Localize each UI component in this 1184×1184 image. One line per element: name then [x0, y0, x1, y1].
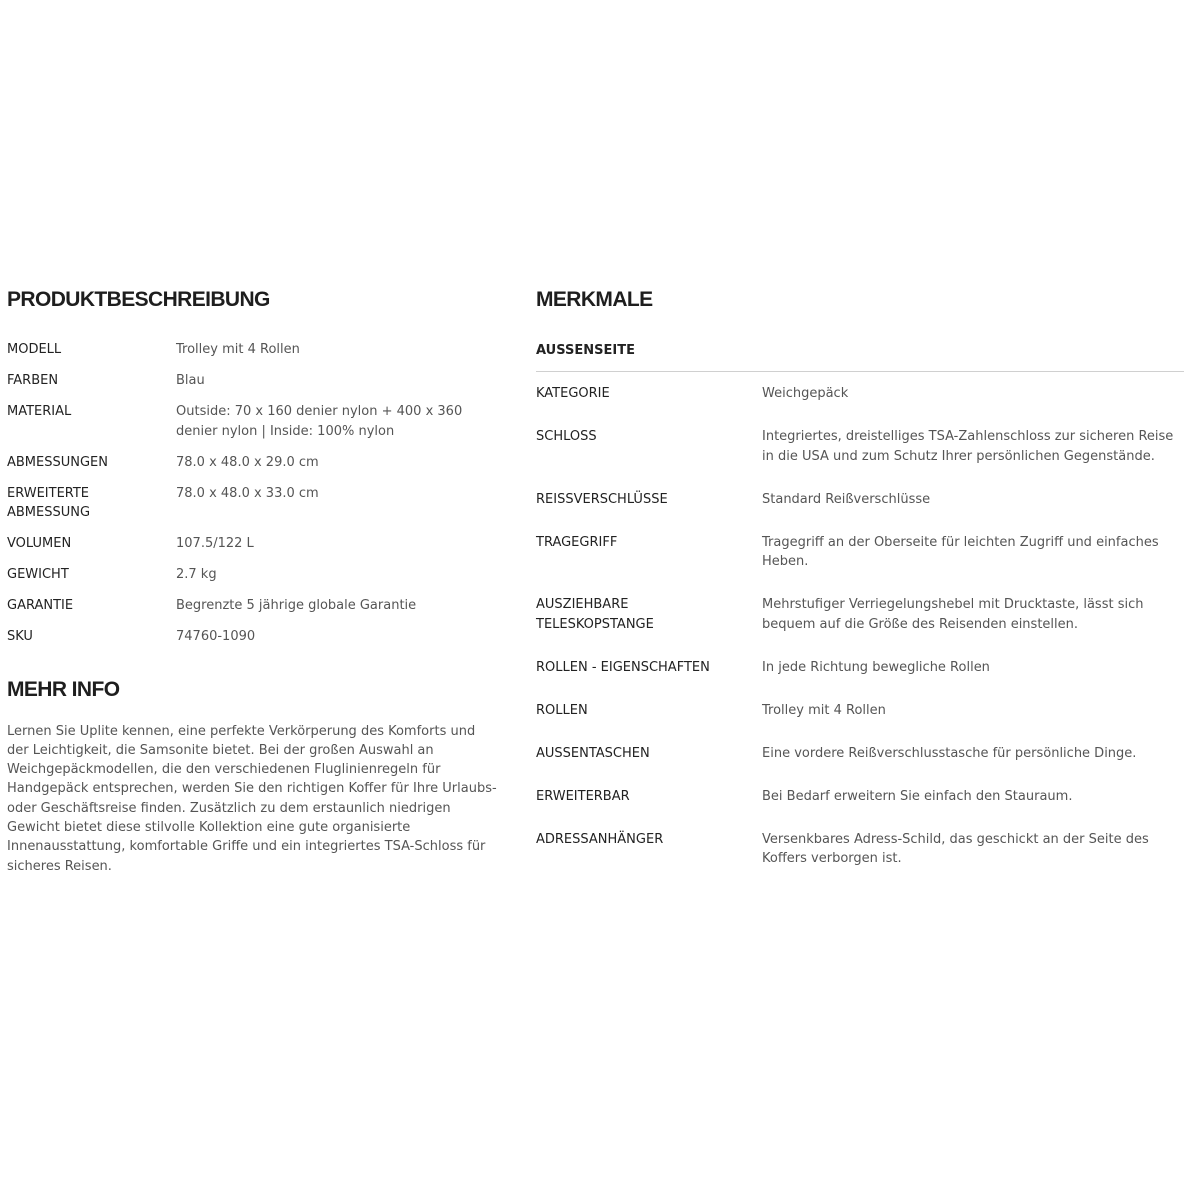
- spec-label: [7, 484, 176, 523]
- produktbeschreibung-heading: PRODUKTBESCHREIBUNG: [7, 288, 270, 311]
- spec-value: 78.0 x 48.0 x 29.0 cm: [176, 454, 319, 470]
- spec-row-garantie: [7, 596, 497, 616]
- feature-row-reissverschluesse: [536, 490, 1184, 510]
- feature-label: ROLLEN: [536, 702, 588, 718]
- spec-value: 74760-1090: [176, 629, 256, 644]
- feature-row-adressanhaenger: [536, 830, 1184, 869]
- spec-label: GEWICHT: [7, 567, 69, 582]
- feature-value: Tragegriff an der Oberseite für leichten Zugriff und einfaches Heben.: [762, 534, 1159, 569]
- feature-value: Integriertes, dreistelliges TSA-Zahlenschloss zur sicheren Reise in die USA und zum Schutz Ihrer persönlichen Gegenstände.: [762, 429, 1174, 464]
- mehr-info-text: Lernen Sie Uplite kennen, eine perfekte Verkörperung des Komforts und der Leichtigkeit, die Samsonite bietet. Bei der großen Auswahl an Weichgepäckmodellen, die den verschiedenen Fluglinienregeln für Handgepäck entsprechen, werden Sie den richtigen Koffer für Ihre Urlaubs- oder Geschäftsreise finden. Zusätzlich zu dem erstaunlich niedrigen Gewicht bietet diese stilvolle Kollektion eine gute organisierte Innenausstattung, komfortable Griffe und ein integriertes TSA-Schloss für sicheres Reisen.: [7, 723, 497, 874]
- feature-value: Weichgepäck: [762, 386, 849, 401]
- spec-row-farben: [7, 371, 497, 391]
- spec-row-sku: [7, 627, 497, 647]
- feature-row-erweiterbar: [536, 787, 1184, 807]
- spec-value: 2.7 kg: [176, 567, 217, 582]
- feature-value: Eine vordere Reißverschlusstasche für persönliche Dinge.: [762, 745, 1137, 761]
- feature-row-schloss: [536, 427, 1184, 466]
- feature-value: Trolley mit 4 Rollen: [762, 702, 886, 718]
- merkmale-heading: MERKMALE: [536, 288, 653, 311]
- feature-label: KATEGORIE: [536, 386, 610, 401]
- feature-row-rollen-eigenschaften: [536, 658, 1184, 678]
- spec-label: GARANTIE: [7, 598, 74, 613]
- feature-value: Bei Bedarf erweitern Sie einfach den Stauraum.: [762, 788, 1073, 804]
- feature-value: Standard Reißverschlüsse: [762, 491, 931, 507]
- feature-value: Versenkbares Adress-Schild, das geschickt an der Seite des Koffers verborgen ist.: [762, 831, 1149, 866]
- spec-label-text: ERWEITERTE ABMESSUNG: [7, 485, 91, 520]
- feature-value: Mehrstufiger Verriegelungshebel mit Drucktaste, lässt sich bequem auf die Größe des Reisenden einstellen.: [762, 597, 1144, 632]
- aussenseite-subheading: AUSSENSEITE: [536, 342, 1184, 372]
- spec-row-erweiterte-abmessung: [7, 484, 497, 523]
- feature-row-kategorie: [536, 384, 1184, 404]
- feature-label: [536, 595, 762, 634]
- spec-value: Blau: [176, 373, 205, 388]
- spec-value: Trolley mit 4 Rollen: [176, 342, 300, 357]
- spec-label: MODELL: [7, 342, 62, 357]
- feature-label: REISSVERSCHLÜSSE: [536, 491, 668, 507]
- feature-label: ADRESSANHÄNGER: [536, 831, 664, 847]
- feature-row-aussentaschen: [536, 744, 1184, 764]
- feature-row-teleskopstange: [536, 595, 1184, 634]
- spec-value: 107.5/122 L: [176, 536, 254, 551]
- feature-label: ERWEITERBAR: [536, 788, 630, 804]
- feature-label: ROLLEN - EIGENSCHAFTEN: [536, 659, 710, 675]
- spec-value: Outside: 70 x 160 denier nylon + 400 x 360 denier nylon | Inside: 100% nylon: [176, 404, 463, 439]
- feature-label-text: AUSZIEHBARE TELESKOPSTANGE: [536, 597, 654, 632]
- spec-row-material: [7, 402, 497, 441]
- features-table: [536, 384, 1184, 869]
- spec-value: Begrenzte 5 jährige globale Garantie: [176, 598, 417, 613]
- feature-row-tragegriff: [536, 533, 1184, 572]
- features-column: [536, 286, 1184, 892]
- product-description-column: [7, 286, 497, 889]
- spec-table: [7, 340, 497, 647]
- spec-label: FARBEN: [7, 373, 59, 388]
- spec-row-modell: [7, 340, 497, 360]
- spec-value: 78.0 x 48.0 x 33.0 cm: [176, 485, 319, 501]
- mehr-info-heading: MEHR INFO: [7, 677, 120, 701]
- feature-label: TRAGEGRIFF: [536, 534, 618, 550]
- spec-row-gewicht: [7, 565, 497, 585]
- spec-label: MATERIAL: [7, 404, 72, 419]
- feature-label: SCHLOSS: [536, 429, 597, 444]
- spec-label: VOLUMEN: [7, 536, 72, 551]
- feature-value: In jede Richtung bewegliche Rollen: [762, 659, 990, 675]
- spec-label: ABMESSUNGEN: [7, 454, 108, 470]
- spec-label: SKU: [7, 629, 33, 644]
- spec-row-abmessungen: [7, 453, 497, 473]
- spec-row-volumen: [7, 534, 497, 554]
- feature-row-rollen: [536, 701, 1184, 721]
- feature-label: AUSSENTASCHEN: [536, 745, 650, 761]
